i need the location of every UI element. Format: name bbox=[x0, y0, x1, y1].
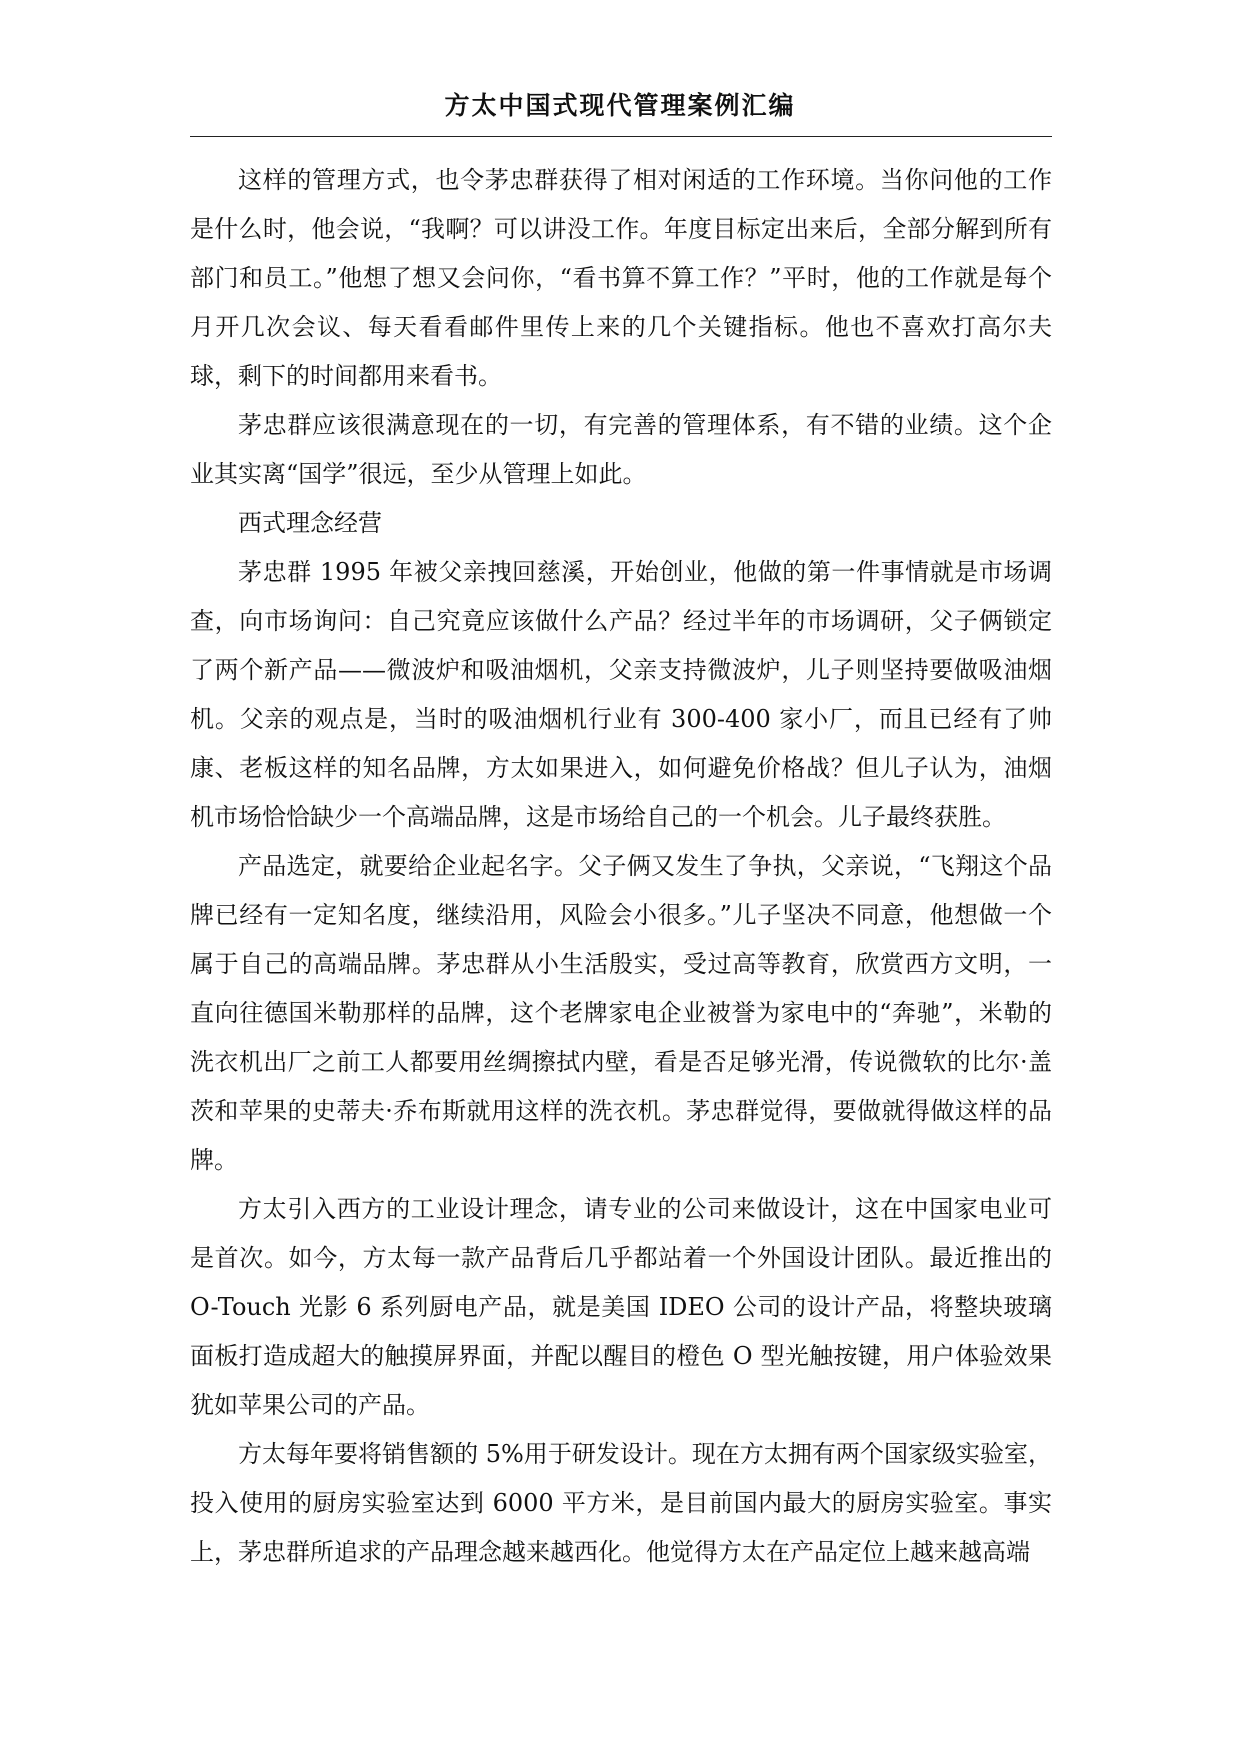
paragraph-satisfaction: 茅忠群应该很满意现在的一切，有完善的管理体系，有不错的业绩。这个企业其实离“国学”很远，至少从管理上如此。 bbox=[190, 411, 1052, 488]
paragraph-rnd-investment: 方太每年要将销售额的 5%用于研发设计。现在方太拥有两个国家级实验室，投入使用的厨房实验室达到 6000 平方米，是目前国内最大的厨房实验室。事实上，茅忠群所追求的产品理念越来越西化。他觉得方太在产品定位上越来越高端 bbox=[190, 1440, 1052, 1566]
page-title: 方太中国式现代管理案例汇编 bbox=[444, 91, 796, 120]
paragraph-management-style: 这样的管理方式，也令茅忠群获得了相对闲适的工作环境。当你问他的工作是什么时，他会说，“我啊？可以讲没工作。年度目标定出来后，全部分解到所有部门和员工。”他想了想又会问你，“看书算不算工作？”平时，他的工作就是每个月开几次会议、每天看看邮件里传上来的几个关键指标。他也不喜欢打高尔夫球，剩下的时间都用来看书。 bbox=[190, 166, 1052, 390]
paragraph-brand-naming: 产品选定，就要给企业起名字。父子俩又发生了争执，父亲说，“飞翔这个品牌已经有一定知名度，继续沿用，风险会小很多。”儿子坚决不同意，他想做一个属于自己的高端品牌。茅忠群从小生活殷实，受过高等教育，欣赏西方文明，一直向往德国米勒那样的品牌，这个老牌家电企业被誉为家电中的“奔驰”，米勒的洗衣机出厂之前工人都要用丝绸擦拭内壁，看是否足够光滑，传说微软的比尔·盖茨和苹果的史蒂夫·乔布斯就用这样的洗衣机。茅忠群觉得，要做就得做这样的品牌。 bbox=[190, 852, 1052, 1174]
section-heading-western-philosophy: 西式理念经营 bbox=[238, 509, 382, 537]
paragraph-founding: 茅忠群 1995 年被父亲拽回慈溪，开始创业，他做的第一件事情就是市场调查，向市场询问：自己究竟应该做什么产品？经过半年的市场调研，父子俩锁定了两个新产品——微波炉和吸油烟机，父亲支持微波炉，儿子则坚持要做吸油烟机。父亲的观点是，当时的吸油烟机行业有 300-400 家小厂，而且已经有了帅康、老板这样的知名品牌，方太如果进入，如何避免价格战？但儿子认为，油烟机市场恰恰缺少一个高端品牌，这是市场给自己的一个机会。儿子最终获胜。 bbox=[190, 558, 1052, 831]
header-divider bbox=[190, 136, 1052, 137]
document-body bbox=[190, 156, 1052, 1577]
paragraph-industrial-design: 方太引入西方的工业设计理念，请专业的公司来做设计，这在中国家电业可是首次。如今，方太每一款产品背后几乎都站着一个外国设计团队。最近推出的 O-Touch 光影 6 系列厨电产品，就是美国 IDEO 公司的设计产品，将整块玻璃面板打造成超大的触摸屏界面，并配以醒目的橙色 O 型光触按键，用户体验效果犹如苹果公司的产品。 bbox=[190, 1195, 1052, 1419]
